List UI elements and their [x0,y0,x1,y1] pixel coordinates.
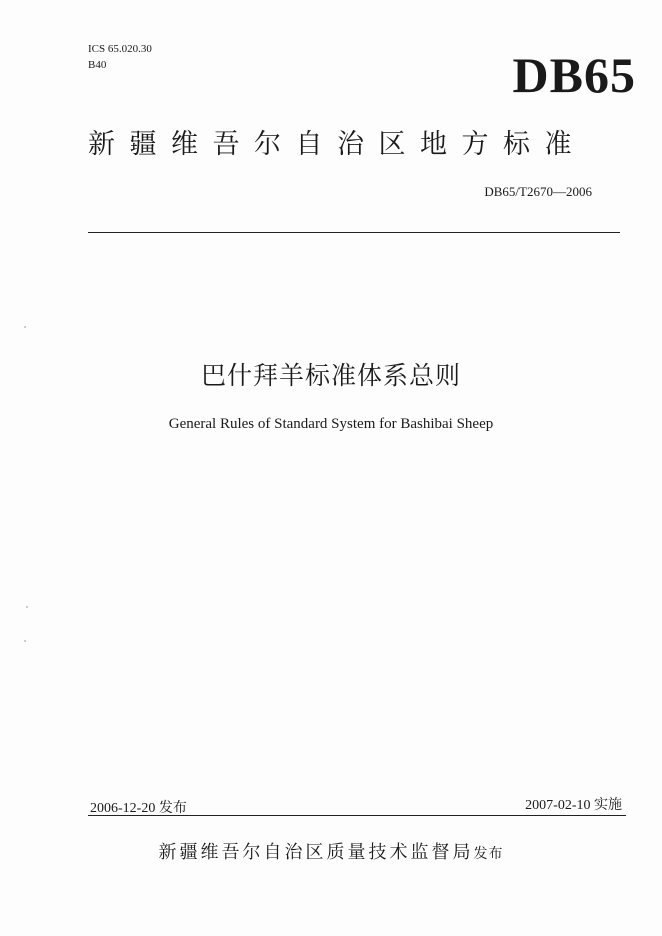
ics-code: ICS 65.020.30 [88,43,152,55]
scan-speck [24,326,26,328]
document-title-chinese: 巴什拜羊标准体系总则 [200,361,461,390]
ccs-code: B40 [88,59,107,71]
publish-date: 2006-12-20 发布 [90,801,187,816]
header-divider [88,232,620,233]
standard-code-mark: DB65 [512,47,636,103]
document-title-english: General Rules of Standard System for Bashibai Sheep [168,416,494,432]
classification-codes [88,41,152,73]
issuer-suffix: 发布 [473,846,504,862]
issuing-authority [0,838,662,864]
standard-category-title: 新疆维吾尔自治区地方标准 [88,129,586,160]
scan-speck [24,640,26,642]
standard-number: DB65/T2670—2006 [484,184,592,199]
scan-speck [26,606,28,608]
implement-date: 2007-02-10 实施 [525,798,622,813]
issuer-name: 新疆维吾尔自治区质量技术监督局 [158,842,474,863]
footer-divider [88,815,626,816]
